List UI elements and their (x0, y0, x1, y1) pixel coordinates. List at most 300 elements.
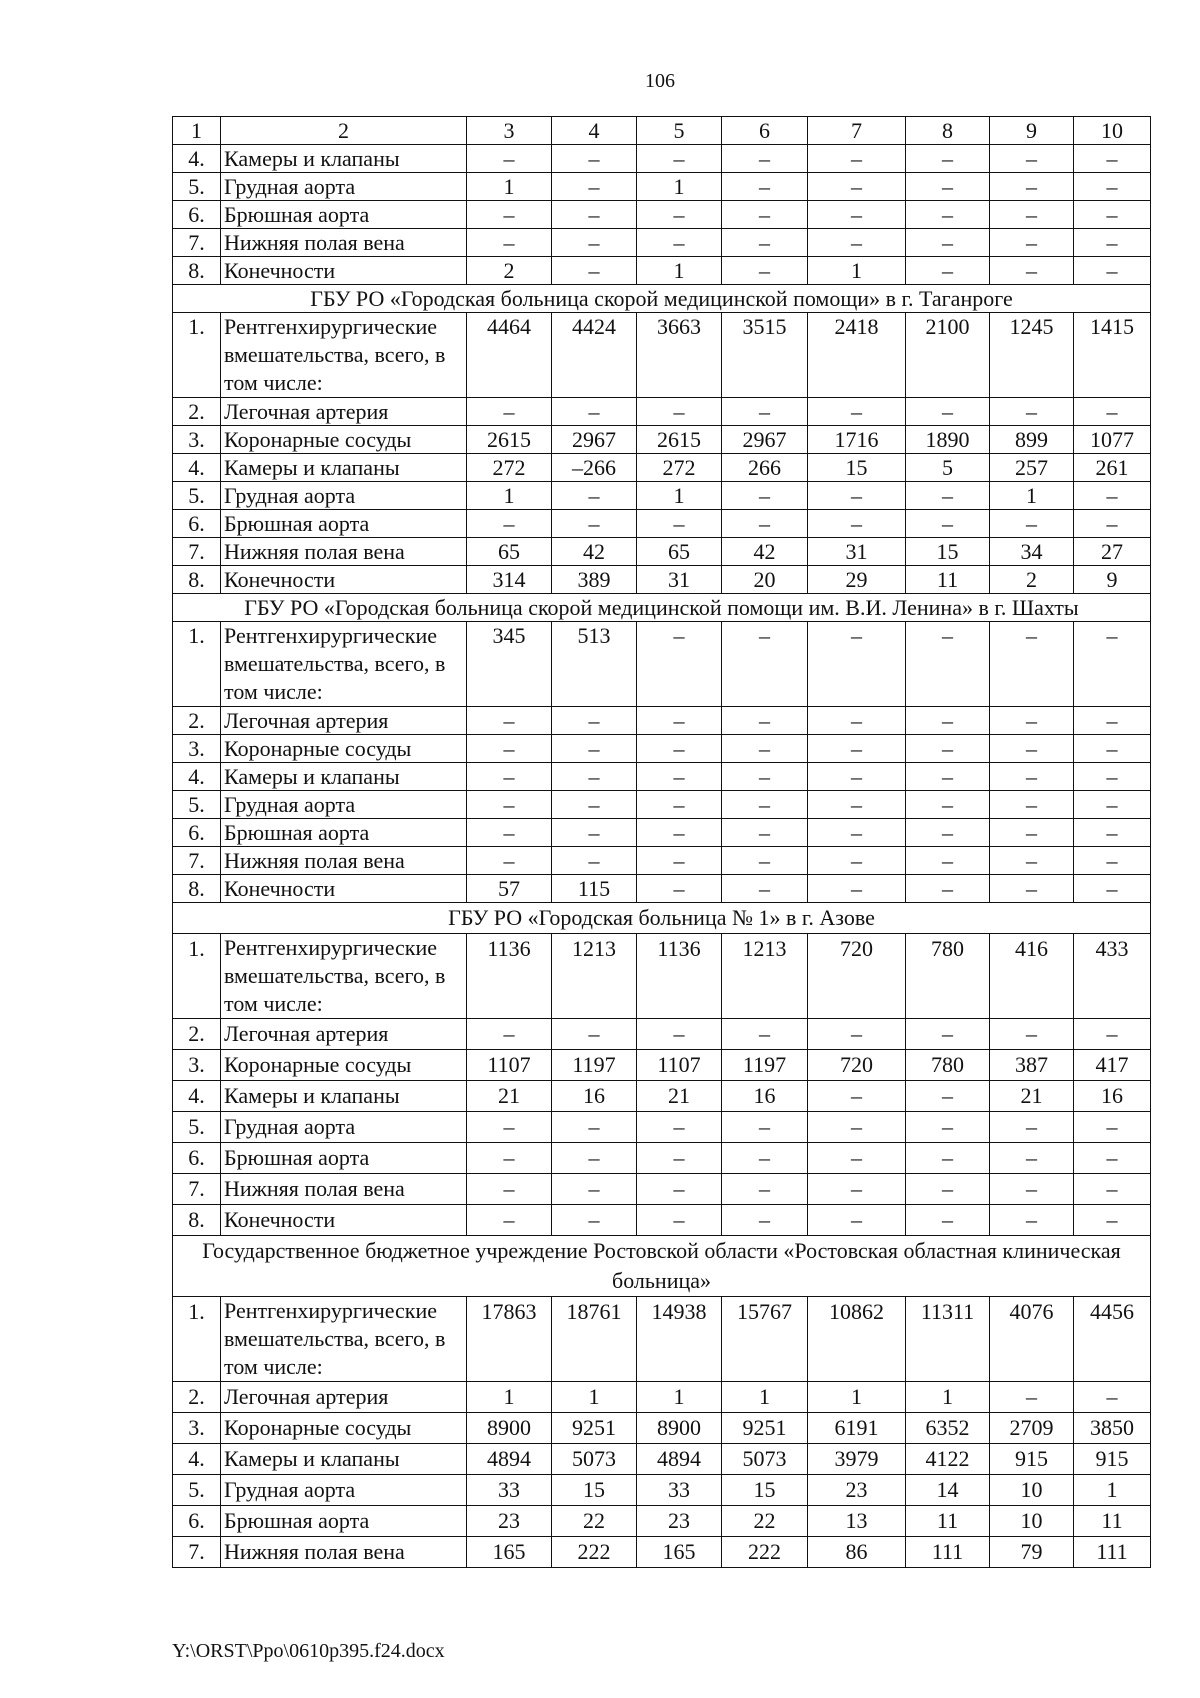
row-number: 7. (173, 229, 221, 257)
value-cell: – (637, 847, 722, 875)
value-cell: 13 (808, 1506, 906, 1537)
value-cell: – (1074, 201, 1151, 229)
value-cell: 720 (808, 1050, 906, 1081)
value-cell: – (808, 875, 906, 903)
value-cell: 2418 (808, 313, 906, 398)
value-cell: 14 (906, 1475, 990, 1506)
value-cell: – (990, 1019, 1074, 1050)
value-cell: – (722, 622, 808, 707)
value-cell: – (637, 145, 722, 173)
value-cell: 3515 (722, 313, 808, 398)
row-number: 5. (173, 173, 221, 201)
table-row (173, 229, 1151, 257)
value-cell: 314 (467, 566, 552, 594)
value-cell: 5 (906, 454, 990, 482)
value-cell: – (722, 1019, 808, 1050)
value-cell: – (552, 1205, 637, 1236)
value-cell: – (906, 173, 990, 201)
footer-file-path: Y:\ORST\Ppo\0610p395.f24.docx (172, 1640, 445, 1662)
row-number: 1. (173, 622, 221, 707)
value-cell: 1245 (990, 313, 1074, 398)
column-number-header: 8 (906, 117, 990, 145)
value-cell: 720 (808, 934, 906, 1019)
value-cell: – (552, 229, 637, 257)
value-cell: 1213 (722, 934, 808, 1019)
row-number: 6. (173, 510, 221, 538)
value-cell: 9251 (722, 1413, 808, 1444)
value-cell: – (722, 201, 808, 229)
row-number: 6. (173, 201, 221, 229)
table-row (173, 482, 1151, 510)
section-title-row (173, 285, 1151, 313)
value-cell: – (1074, 847, 1151, 875)
value-cell: – (1074, 145, 1151, 173)
row-label: Камеры и клапаны (221, 1444, 467, 1475)
value-cell: – (990, 735, 1074, 763)
row-label: Легочная артерия (221, 707, 467, 735)
value-cell: 272 (467, 454, 552, 482)
row-label: Брюшная аорта (221, 1143, 467, 1174)
value-cell: 3850 (1074, 1413, 1151, 1444)
value-cell: – (1074, 173, 1151, 201)
value-cell: – (906, 510, 990, 538)
value-cell: 16 (1074, 1081, 1151, 1112)
value-cell: – (906, 791, 990, 819)
value-cell: – (467, 510, 552, 538)
section-title-row (173, 903, 1151, 934)
value-cell: – (808, 1081, 906, 1112)
value-cell: – (906, 819, 990, 847)
value-cell: – (552, 173, 637, 201)
value-cell: 115 (552, 875, 637, 903)
value-cell: – (990, 707, 1074, 735)
value-cell: – (637, 201, 722, 229)
value-cell: – (1074, 735, 1151, 763)
table-row (173, 1205, 1151, 1236)
row-label: Легочная артерия (221, 1382, 467, 1413)
value-cell: – (722, 791, 808, 819)
column-number-header: 4 (552, 117, 637, 145)
value-cell: – (906, 707, 990, 735)
value-cell: 5073 (552, 1444, 637, 1475)
value-cell: – (552, 791, 637, 819)
value-cell: – (467, 1112, 552, 1143)
row-label: Брюшная аорта (221, 201, 467, 229)
value-cell: – (722, 707, 808, 735)
value-cell: – (1074, 1382, 1151, 1413)
value-cell: – (1074, 229, 1151, 257)
row-label: Коронарные сосуды (221, 735, 467, 763)
row-label: Камеры и клапаны (221, 1081, 467, 1112)
value-cell: – (1074, 1174, 1151, 1205)
row-number: 1. (173, 934, 221, 1019)
value-cell: – (637, 622, 722, 707)
table-row (173, 201, 1151, 229)
value-cell: – (1074, 1143, 1151, 1174)
value-cell: – (808, 819, 906, 847)
row-number: 5. (173, 1112, 221, 1143)
value-cell: – (990, 622, 1074, 707)
value-cell: – (722, 847, 808, 875)
value-cell: 266 (722, 454, 808, 482)
value-cell: 1136 (467, 934, 552, 1019)
row-number: 2. (173, 1382, 221, 1413)
table-row (173, 1174, 1151, 1205)
row-number: 3. (173, 735, 221, 763)
value-cell: 2709 (990, 1413, 1074, 1444)
value-cell: – (906, 257, 990, 285)
value-cell: 3663 (637, 313, 722, 398)
value-cell: 513 (552, 622, 637, 707)
value-cell: 4076 (990, 1297, 1074, 1382)
column-number-header: 7 (808, 117, 906, 145)
value-cell: – (990, 763, 1074, 791)
value-cell: – (552, 482, 637, 510)
value-cell: – (808, 229, 906, 257)
row-label: Нижняя полая вена (221, 229, 467, 257)
section-title: Государственное бюджетное учреждение Ростовской области «Ростовская областная клиническая больница» (173, 1236, 1151, 1297)
value-cell: – (722, 1205, 808, 1236)
value-cell: 15767 (722, 1297, 808, 1382)
section-title-row (173, 1236, 1151, 1297)
row-number: 6. (173, 1143, 221, 1174)
value-cell: – (552, 819, 637, 847)
value-cell: – (722, 1174, 808, 1205)
value-cell: 6191 (808, 1413, 906, 1444)
value-cell: – (637, 819, 722, 847)
value-cell: – (637, 229, 722, 257)
value-cell: – (990, 229, 1074, 257)
value-cell: – (808, 791, 906, 819)
table-row (173, 313, 1151, 398)
value-cell: 1 (467, 1382, 552, 1413)
table-row (173, 1112, 1151, 1143)
value-cell: – (722, 735, 808, 763)
row-label: Конечности (221, 875, 467, 903)
value-cell: – (808, 482, 906, 510)
value-cell: 31 (808, 538, 906, 566)
value-cell: – (637, 398, 722, 426)
row-label: Нижняя полая вена (221, 538, 467, 566)
table-row (173, 1050, 1151, 1081)
value-cell: 1213 (552, 934, 637, 1019)
value-cell: – (552, 145, 637, 173)
value-cell: – (1074, 1205, 1151, 1236)
value-cell: 417 (1074, 1050, 1151, 1081)
row-number: 4. (173, 1081, 221, 1112)
value-cell: 65 (467, 538, 552, 566)
row-label: Брюшная аорта (221, 510, 467, 538)
table-row (173, 763, 1151, 791)
value-cell: 1 (808, 257, 906, 285)
value-cell: 915 (1074, 1444, 1151, 1475)
value-cell: 17863 (467, 1297, 552, 1382)
value-cell: 23 (467, 1506, 552, 1537)
value-cell: – (808, 622, 906, 707)
value-cell: – (722, 875, 808, 903)
row-number: 1. (173, 313, 221, 398)
value-cell: 21 (637, 1081, 722, 1112)
value-cell: 257 (990, 454, 1074, 482)
value-cell: – (906, 1205, 990, 1236)
table-row (173, 1297, 1151, 1382)
value-cell: 23 (637, 1506, 722, 1537)
table-row (173, 1382, 1151, 1413)
row-label: Коронарные сосуды (221, 1050, 467, 1081)
value-cell: 65 (637, 538, 722, 566)
value-cell: – (467, 763, 552, 791)
value-cell: 1 (637, 257, 722, 285)
value-cell: – (467, 791, 552, 819)
value-cell: 4122 (906, 1444, 990, 1475)
row-number: 7. (173, 1174, 221, 1205)
value-cell: 42 (552, 538, 637, 566)
row-number: 2. (173, 398, 221, 426)
value-cell: 31 (637, 566, 722, 594)
value-cell: 11311 (906, 1297, 990, 1382)
value-cell: 23 (808, 1475, 906, 1506)
value-cell: – (722, 173, 808, 201)
row-number: 1. (173, 1297, 221, 1382)
row-label: Камеры и клапаны (221, 763, 467, 791)
value-cell: – (1074, 510, 1151, 538)
value-cell: 8900 (467, 1413, 552, 1444)
value-cell: – (906, 201, 990, 229)
value-cell: – (808, 398, 906, 426)
value-cell: 10 (990, 1506, 1074, 1537)
row-number: 6. (173, 1506, 221, 1537)
row-label: Рентгенхирургические вмешательства, всего, в том числе: (221, 1297, 467, 1382)
value-cell: 261 (1074, 454, 1151, 482)
table-row (173, 145, 1151, 173)
value-cell: – (906, 1174, 990, 1205)
value-cell: 111 (1074, 1537, 1151, 1568)
value-cell: 1 (467, 173, 552, 201)
value-cell: – (808, 201, 906, 229)
row-number: 4. (173, 763, 221, 791)
value-cell: 22 (722, 1506, 808, 1537)
column-number-header: 3 (467, 117, 552, 145)
row-number: 4. (173, 1444, 221, 1475)
value-cell: – (1074, 1019, 1151, 1050)
value-cell: 15 (808, 454, 906, 482)
value-cell: – (637, 1143, 722, 1174)
table-row (173, 875, 1151, 903)
value-cell: 389 (552, 566, 637, 594)
value-cell: 1 (906, 1382, 990, 1413)
value-cell: – (467, 1019, 552, 1050)
value-cell: 1077 (1074, 426, 1151, 454)
table-row (173, 1537, 1151, 1568)
row-label: Конечности (221, 566, 467, 594)
value-cell: 1107 (467, 1050, 552, 1081)
row-label: Брюшная аорта (221, 819, 467, 847)
table-row (173, 1413, 1151, 1444)
table-header-row (173, 117, 1151, 145)
value-cell: – (990, 201, 1074, 229)
table-row (173, 1019, 1151, 1050)
statistics-table (172, 116, 1151, 1568)
value-cell: 10862 (808, 1297, 906, 1382)
value-cell: 9251 (552, 1413, 637, 1444)
value-cell: – (637, 1174, 722, 1205)
table-row (173, 622, 1151, 707)
value-cell: – (552, 763, 637, 791)
value-cell: – (906, 1112, 990, 1143)
row-number: 3. (173, 1413, 221, 1444)
value-cell: 1197 (722, 1050, 808, 1081)
value-cell: – (467, 1174, 552, 1205)
value-cell: – (906, 847, 990, 875)
value-cell: 21 (467, 1081, 552, 1112)
value-cell: 387 (990, 1050, 1074, 1081)
row-number: 4. (173, 454, 221, 482)
value-cell: 2615 (637, 426, 722, 454)
table-row (173, 847, 1151, 875)
value-cell: –266 (552, 454, 637, 482)
value-cell: – (1074, 622, 1151, 707)
value-cell: 899 (990, 426, 1074, 454)
value-cell: – (808, 145, 906, 173)
value-cell: 165 (637, 1537, 722, 1568)
row-label: Коронарные сосуды (221, 1413, 467, 1444)
row-number: 8. (173, 257, 221, 285)
value-cell: – (722, 1112, 808, 1143)
row-label: Нижняя полая вена (221, 1174, 467, 1205)
value-cell: 1 (722, 1382, 808, 1413)
table-row (173, 819, 1151, 847)
row-label: Брюшная аорта (221, 1506, 467, 1537)
section-title: ГБУ РО «Городская больница скорой медицинской помощи» в г. Таганроге (173, 285, 1151, 313)
value-cell: – (906, 1143, 990, 1174)
value-cell: – (1074, 482, 1151, 510)
value-cell: 16 (722, 1081, 808, 1112)
value-cell: – (990, 145, 1074, 173)
value-cell: – (990, 173, 1074, 201)
value-cell: 42 (722, 538, 808, 566)
column-number-header: 10 (1074, 117, 1151, 145)
column-number-header: 5 (637, 117, 722, 145)
value-cell: – (552, 1019, 637, 1050)
value-cell: – (1074, 875, 1151, 903)
value-cell: 15 (906, 538, 990, 566)
section-title: ГБУ РО «Городская больница скорой медицинской помощи им. В.И. Ленина» в г. Шахты (173, 594, 1151, 622)
value-cell: – (467, 1205, 552, 1236)
value-cell: – (552, 707, 637, 735)
section-title: ГБУ РО «Городская больница № 1» в г. Азове (173, 903, 1151, 934)
value-cell: 1 (1074, 1475, 1151, 1506)
row-label: Грудная аорта (221, 1112, 467, 1143)
value-cell: 272 (637, 454, 722, 482)
value-cell: – (808, 763, 906, 791)
value-cell: – (552, 510, 637, 538)
value-cell: 345 (467, 622, 552, 707)
value-cell: – (990, 1143, 1074, 1174)
value-cell: 29 (808, 566, 906, 594)
table-row (173, 257, 1151, 285)
value-cell: 34 (990, 538, 1074, 566)
value-cell: – (1074, 257, 1151, 285)
value-cell: 4894 (637, 1444, 722, 1475)
table-row (173, 1506, 1151, 1537)
value-cell: 165 (467, 1537, 552, 1568)
value-cell: – (467, 819, 552, 847)
row-label: Грудная аорта (221, 173, 467, 201)
value-cell: 111 (906, 1537, 990, 1568)
value-cell: 3979 (808, 1444, 906, 1475)
row-label: Рентгенхирургические вмешательства, всего, в том числе: (221, 313, 467, 398)
value-cell: – (722, 510, 808, 538)
value-cell: 4894 (467, 1444, 552, 1475)
value-cell: 5073 (722, 1444, 808, 1475)
value-cell: – (808, 510, 906, 538)
value-cell: – (906, 1081, 990, 1112)
value-cell: – (467, 229, 552, 257)
row-label: Грудная аорта (221, 791, 467, 819)
value-cell: 1 (467, 482, 552, 510)
value-cell: – (637, 763, 722, 791)
value-cell: 1 (637, 173, 722, 201)
value-cell: – (906, 398, 990, 426)
value-cell: 4424 (552, 313, 637, 398)
value-cell: – (552, 257, 637, 285)
value-cell: – (906, 1019, 990, 1050)
value-cell: – (990, 847, 1074, 875)
value-cell: 21 (990, 1081, 1074, 1112)
value-cell: – (1074, 1112, 1151, 1143)
value-cell: 15 (552, 1475, 637, 1506)
value-cell: 20 (722, 566, 808, 594)
value-cell: 16 (552, 1081, 637, 1112)
table-row (173, 707, 1151, 735)
value-cell: – (906, 482, 990, 510)
value-cell: – (906, 875, 990, 903)
value-cell: 416 (990, 934, 1074, 1019)
table-row (173, 1444, 1151, 1475)
value-cell: – (637, 875, 722, 903)
row-label: Легочная артерия (221, 1019, 467, 1050)
value-cell: – (467, 735, 552, 763)
row-number: 2. (173, 1019, 221, 1050)
value-cell: 780 (906, 1050, 990, 1081)
value-cell: – (722, 763, 808, 791)
value-cell: – (808, 735, 906, 763)
value-cell: – (552, 201, 637, 229)
value-cell: 1197 (552, 1050, 637, 1081)
column-number-header: 6 (722, 117, 808, 145)
value-cell: 915 (990, 1444, 1074, 1475)
row-number: 7. (173, 1537, 221, 1568)
value-cell: – (808, 1143, 906, 1174)
value-cell: 1107 (637, 1050, 722, 1081)
value-cell: – (467, 707, 552, 735)
row-number: 2. (173, 707, 221, 735)
value-cell: 2 (467, 257, 552, 285)
value-cell: 2615 (467, 426, 552, 454)
row-label: Камеры и клапаны (221, 454, 467, 482)
value-cell: – (637, 1019, 722, 1050)
value-cell: – (637, 707, 722, 735)
value-cell: – (722, 145, 808, 173)
value-cell: – (552, 1174, 637, 1205)
value-cell: 2967 (552, 426, 637, 454)
column-number-header: 1 (173, 117, 221, 145)
value-cell: – (637, 735, 722, 763)
row-number: 3. (173, 1050, 221, 1081)
value-cell: – (906, 622, 990, 707)
row-number: 8. (173, 1205, 221, 1236)
value-cell: 4464 (467, 313, 552, 398)
